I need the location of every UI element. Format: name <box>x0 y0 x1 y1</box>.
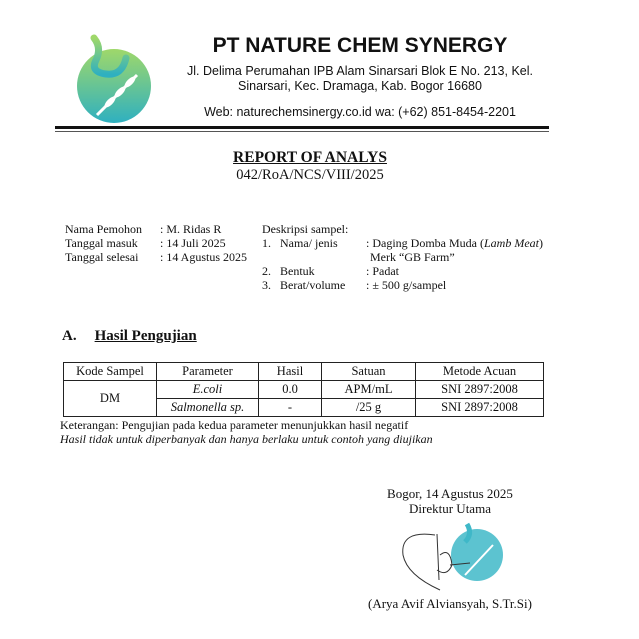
signature-place-date: Bogor, 14 Agustus 2025 <box>387 486 513 501</box>
signature-stamp-icon <box>395 520 525 595</box>
info-value: : 14 Juli 2025 <box>160 236 226 250</box>
report-title: REPORT OF ANALYS <box>233 149 387 166</box>
sample-heading: Deskripsi sampel: <box>262 222 349 236</box>
column-header: Hasil <box>259 363 322 381</box>
column-header: Metode Acuan <box>416 363 544 381</box>
sample-label: Nama/ jenis <box>280 236 338 250</box>
header-divider-thin <box>55 131 549 132</box>
result-cell: 0.0 <box>259 381 322 399</box>
parameter-cell: E.coli <box>157 381 259 399</box>
table-header-row <box>64 363 544 381</box>
item-number: 3. <box>262 278 271 292</box>
method-cell: SNI 2897:2008 <box>416 399 544 417</box>
sample-value: : ± 500 g/sampel <box>366 278 447 292</box>
result-cell: - <box>259 399 322 417</box>
company-logo-icon <box>72 30 157 125</box>
report-number: 042/RoA/NCS/VIII/2025 <box>236 167 384 183</box>
sample-description <box>262 222 543 292</box>
signatory-name: (Arya Avif Alviansyah, S.Tr.Si) <box>368 596 532 611</box>
sample-value-italic: Lamb Meat <box>483 236 539 250</box>
applicant-info <box>65 222 247 264</box>
address-line-2: Sinarsari, Kec. Dramaga, Kab. Bogor 16680 <box>238 79 482 93</box>
sample-value-end: ) <box>538 236 543 250</box>
column-header: Satuan <box>322 363 416 381</box>
info-label: Tanggal masuk <box>65 236 138 250</box>
sample-code-cell: DM <box>64 381 157 417</box>
column-header: Kode Sampel <box>64 363 157 381</box>
method-cell: SNI 2897:2008 <box>416 381 544 399</box>
sample-brand: Merk “GB Farm” <box>370 250 455 264</box>
section-heading <box>62 328 197 345</box>
header-divider <box>55 126 549 129</box>
address-line-1: Jl. Delima Perumahan IPB Alam Sinarsari Blok E No. 213, Kel. <box>187 64 533 78</box>
company-name: PT NATURE CHEM SYNERGY <box>212 34 508 57</box>
contact-line: Web: naturechemsinergy.co.id wa: (+62) 851-8454-2201 <box>204 105 516 119</box>
section-title: Hasil Pengujian <box>94 328 197 344</box>
info-label: Tanggal selesai <box>65 250 139 264</box>
sample-value: : Padat <box>366 264 399 278</box>
info-label: Nama Pemohon <box>65 222 142 236</box>
unit-cell: /25 g <box>322 399 416 417</box>
sample-label: Bentuk <box>280 264 315 278</box>
info-value: : 14 Agustus 2025 <box>160 250 248 264</box>
results-table <box>63 362 544 417</box>
column-header: Parameter <box>157 363 259 381</box>
info-value: : M. Ridas R <box>160 222 222 236</box>
note-keterangan: Keterangan: Pengujian pada kedua parameter menunjukkan hasil negatif <box>60 418 409 432</box>
parameter-cell: Salmonella sp. <box>157 399 259 417</box>
item-number: 2. <box>262 264 271 278</box>
unit-cell: APM/mL <box>322 381 416 399</box>
table-row <box>64 381 544 399</box>
section-letter: A. <box>62 328 77 344</box>
note-disclaimer: Hasil tidak untuk diperbanyak dan hanya berlaku untuk contoh yang diujikan <box>60 432 433 446</box>
sample-label: Berat/volume <box>280 278 346 292</box>
signature-position: Direktur Utama <box>409 501 491 516</box>
item-number: 1. <box>262 236 271 250</box>
sample-value: : Daging Domba Muda ( <box>366 236 484 250</box>
